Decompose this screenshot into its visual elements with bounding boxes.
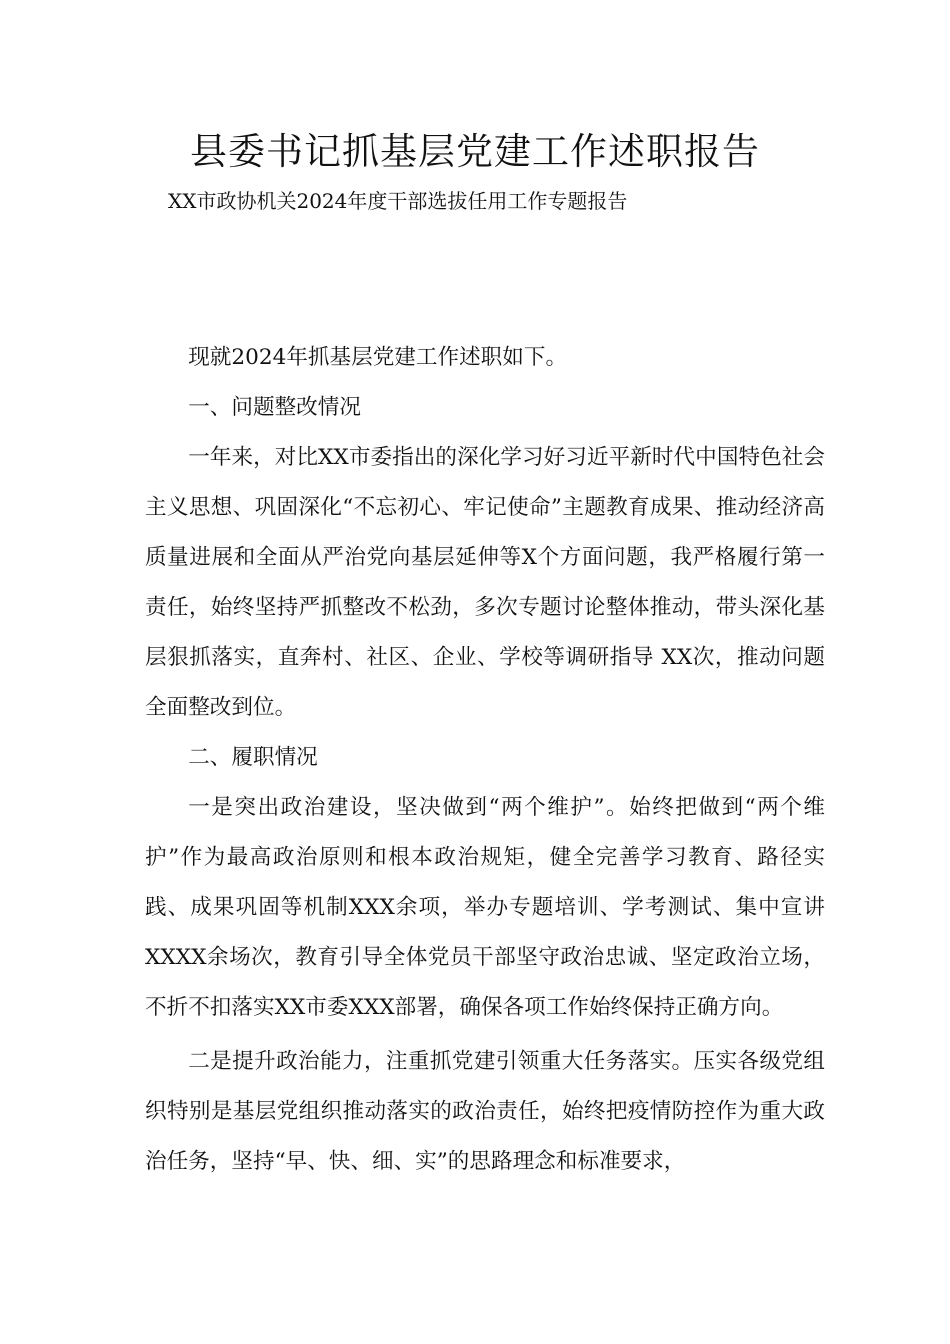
paragraph-intro: 现就2024年抓基层党建工作述职如下。 <box>188 345 568 370</box>
paragraph-rectification: 一年来，对比XX市委指出的深化学习好习近平新时代中国特色社会主义思想、巩固深化“不忘初心、牢记使命”主题教育成果、推动经济高质量进展和全面从严治党向基层延伸等X个方面问题，我严格履行第一责任，始终坚持严抓整改不松劲，多次专题讨论整体推动，带头深化基层狠抓落实，直奔村、社区、企业、学校等调研指导 XX次，推动问题全面整改到位。 <box>145 445 825 720</box>
document-subtitle: XX市政协机关2024年度干部选拔任用工作专题报告 <box>168 189 628 213</box>
paragraph-political-ability: 二是提升政治能力，注重抓党建引领重大任务落实。压实各级党组织特别是基层党组织推动落实的政治责任，始终把疫情防控作为重大政治任务，坚持“早、快、细、实”的思路理念和标准要求， <box>145 1049 825 1174</box>
document-title: 县委书记抓基层党建工作述职报告 <box>190 130 760 173</box>
document-body <box>145 333 825 1187</box>
paragraph-political-building: 一是突出政治建设，坚决做到“两个维护”。始终把做到“两个维护”作为最高政治原则和根本政治规矩，健全完善学习教育、路径实践、成果巩固等机制XXX余项，举办专题培训、学考测试、集中宣讲XXXX余场次，教育引导全体党员干部坚守政治忠诚、坚定政治立场，不折不扣落实XX市委XXX部署，确保各项工作始终保持正确方向。 <box>145 795 825 1020</box>
section-heading-rectification: 一、问题整改情况 <box>188 395 361 420</box>
section-heading-duties: 二、履职情况 <box>188 745 318 770</box>
